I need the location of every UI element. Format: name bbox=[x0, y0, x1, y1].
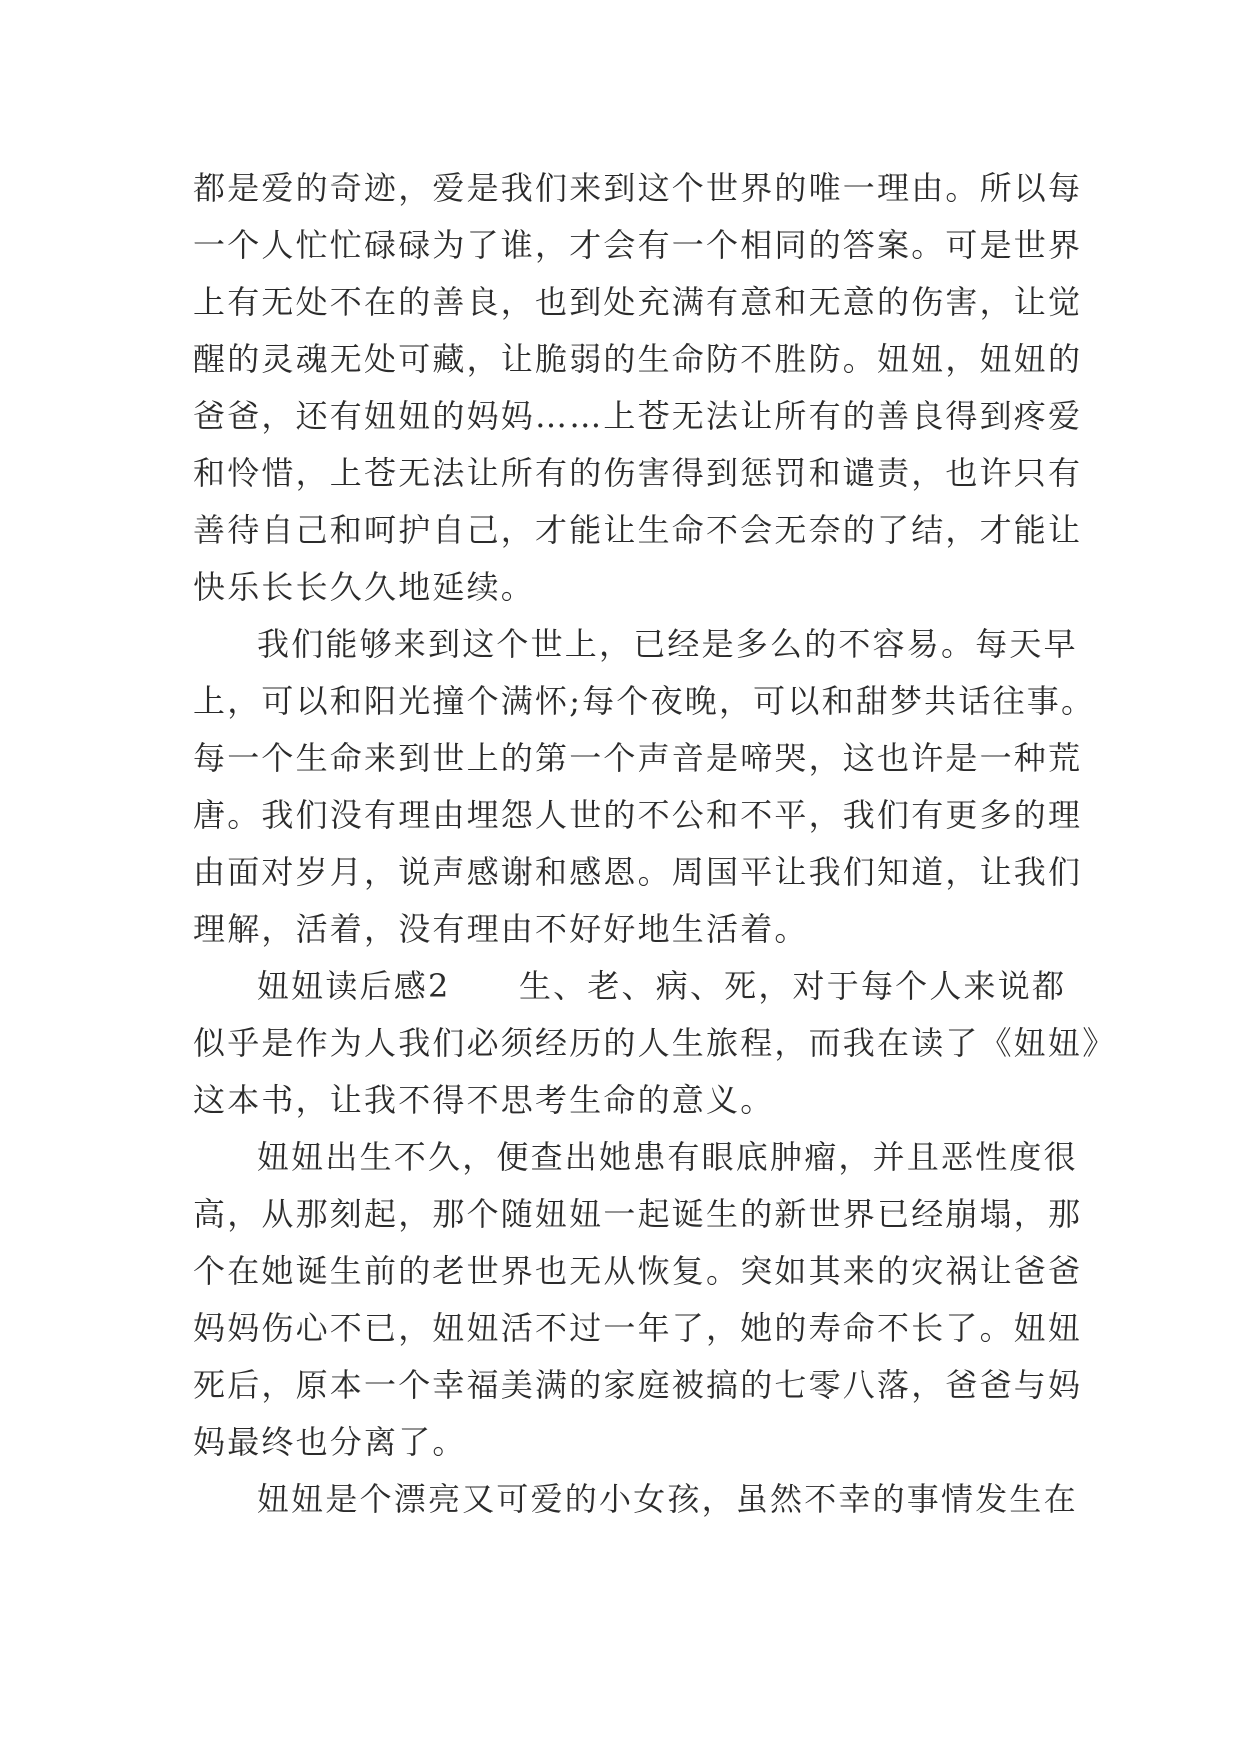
text-line-11: 每一个生命来到世上的第一个声音是啼哭，这也许是一种荒 bbox=[193, 739, 1083, 777]
text-line-24: 妞妞是个漂亮又可爱的小女孩，虽然不幸的事情发生在 bbox=[257, 1480, 1078, 1518]
text-line-18: 妞妞出生不久，便查出她患有眼底肿瘤，并且恶性度很 bbox=[257, 1138, 1078, 1176]
body-text bbox=[193, 160, 1117, 1528]
text-line-5: 爸爸，还有妞妞的妈妈……上苍无法让所有的善良得到疼爱 bbox=[193, 397, 1083, 435]
text-line-3: 上有无处不在的善良，也到处充满有意和无意的伤害，让觉 bbox=[193, 283, 1083, 321]
text-line-14: 理解，活着，没有理由不好好地生活着。 bbox=[193, 910, 809, 948]
text-line-20: 个在她诞生前的老世界也无从恢复。突如其来的灾祸让爸爸 bbox=[193, 1252, 1083, 1290]
text-line-15: 妞妞读后感2 生、老、病、死，对于每个人来说都 bbox=[257, 967, 1067, 1005]
text-line-4: 醒的灵魂无处可藏，让脆弱的生命防不胜防。妞妞，妞妞的 bbox=[193, 340, 1083, 378]
text-line-12: 唐。我们没有理由埋怨人世的不公和不平，我们有更多的理 bbox=[193, 796, 1083, 834]
text-line-9: 我们能够来到这个世上，已经是多么的不容易。每天早 bbox=[257, 625, 1078, 663]
text-line-17: 这本书，让我不得不思考生命的意义。 bbox=[193, 1081, 775, 1119]
text-line-23: 妈最终也分离了。 bbox=[193, 1423, 467, 1461]
text-line-19: 高，从那刻起，那个随妞妞一起诞生的新世界已经崩塌，那 bbox=[193, 1195, 1083, 1233]
text-line-21: 妈妈伤心不已，妞妞活不过一年了，她的寿命不长了。妞妞 bbox=[193, 1309, 1083, 1347]
text-line-7: 善待自己和呵护自己，才能让生命不会无奈的了结，才能让 bbox=[193, 511, 1083, 549]
text-line-1: 都是爱的奇迹，爱是我们来到这个世界的唯一理由。所以每 bbox=[193, 169, 1083, 207]
text-line-6: 和怜惜，上苍无法让所有的伤害得到惩罚和谴责，也许只有 bbox=[193, 454, 1083, 492]
text-line-16: 似乎是作为人我们必须经历的人生旅程，而我在读了《妞妞》 bbox=[193, 1024, 1117, 1062]
text-line-22: 死后，原本一个幸福美满的家庭被搞的七零八落，爸爸与妈 bbox=[193, 1366, 1083, 1404]
text-line-13: 由面对岁月，说声感谢和感恩。周国平让我们知道，让我们 bbox=[193, 853, 1083, 891]
text-line-8: 快乐长长久久地延续。 bbox=[193, 568, 536, 606]
text-line-2: 一个人忙忙碌碌为了谁，才会有一个相同的答案。可是世界 bbox=[193, 226, 1083, 264]
text-line-10: 上，可以和阳光撞个满怀;每个夜晚，可以和甜梦共话往事。 bbox=[193, 682, 1096, 720]
